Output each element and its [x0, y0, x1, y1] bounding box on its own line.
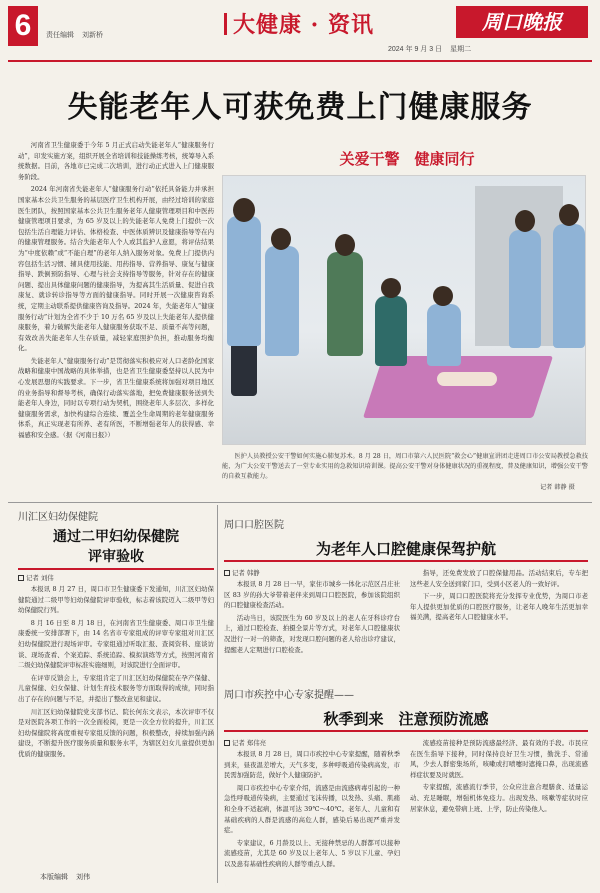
hospital-title-line1: 通过二甲妇幼保健院 — [53, 529, 179, 545]
hospital-paragraph: 在评审反馈会上，专家组肯定了川汇区妇幼保健院在孕产保健、儿童保健、妇女保健、计划生育技术服务等方面取得的成绩，同时指出了存在的问题与不足，并提出了整改意见和建议。 — [18, 673, 214, 703]
cdc-article-body-right — [410, 738, 588, 816]
cdc-title-rule — [224, 730, 588, 732]
byline-box — [224, 740, 230, 746]
footer-editor-credit — [40, 872, 98, 882]
issue-date — [380, 44, 471, 54]
cdc-byline — [224, 738, 266, 747]
cdc-paragraph: 流感疫苗接种是预防流感最经济、最有效的手段。市民应在医生指导下接种，同时保持良好卫生习惯，勤洗手、常通风，少去人群密集场所，咳嗽或打喷嚏时遮掩口鼻，出现流感样症状要及时就医。 — [410, 739, 588, 779]
hospital-title-line2: 评审验收 — [88, 549, 144, 565]
hospital-paragraph: 川汇区妇幼保健院党支部书记、院长何东文表示，本次评审不仅是对医院各项工作的一次全面检阅，更是一次全方位的提升，川汇区妇幼保健院将高度重视专家组反馈的问题，积极整改，持续加强内涵建设，不断提升医疗服务质量和服务水平，为辖区妇女儿童提供更加优质的健康服务。 — [18, 707, 214, 758]
main-article-body — [18, 140, 214, 443]
cdc-byline-text: 记者 郑伟亮 — [232, 739, 266, 747]
photo-person — [427, 304, 461, 366]
dental-article-body-left — [224, 579, 400, 657]
photo-head — [271, 228, 291, 250]
hospital-byline — [18, 573, 54, 582]
weekday-text: 星期二 — [450, 46, 472, 53]
section-title-text: 大健康 · 资讯 — [233, 12, 374, 38]
dental-paragraph: 指导，还免费发放了口腔保健用品。活动结束后，专车把这些老人安全送到家门口，受到小区老人的一致好评。 — [410, 569, 588, 588]
photo-head — [381, 278, 401, 298]
photo-head — [233, 198, 255, 222]
hospital-paragraph: 8 月 16 日至 8 月 18 日，在河南省卫生健康委、周口市卫生健康委统一安排部署下，由 14 名省市专家组成的评审专家组对川汇区妇幼保健院进行现场评审。专家组通过听取汇报、查阅资料、座谈访谈、现场查看、个案追踪、系统追踪、模拟演练等方式，按照河南省二级妇幼保健院评审标准实施细则，对该院进行全面评审。 — [18, 618, 214, 670]
dental-article-body-right — [410, 568, 588, 625]
hospital-article-body — [18, 584, 214, 762]
footer-editor-name: 刘伟 — [76, 874, 90, 881]
dental-title-rule — [224, 560, 588, 562]
dental-paragraph: 本报讯 8 月 28 日一早，家住市城乡一体化示范区吕庄社区 83 岁的孙大爷带着老伴来到周口口腔医院，参加该院组织的口腔健康检查活动。 — [224, 580, 400, 610]
cdc-paragraph: 本报讯 8 月 28 日，周口市疾控中心专家提醒，随着秋季到来，昼夜温差增大，天气多变，多种呼吸道传染病高发，市民需加强防范，做好个人健康防护。 — [224, 750, 400, 780]
dental-byline — [224, 568, 260, 577]
cdc-paragraph: 专家建议，6 月龄及以上、无接种禁忌的人群都可以接种流感疫苗，尤其是 60 岁及以上老年人、5 岁以下儿童、孕妇以及患有基础性疾病的人群等重点人群。 — [224, 838, 400, 868]
photo-head — [559, 204, 579, 226]
photo-person — [227, 216, 261, 346]
section-bar — [224, 13, 227, 35]
photo-head — [335, 234, 355, 256]
masthead — [0, 0, 600, 70]
newspaper-logo: 周口晚报 — [456, 6, 588, 38]
cdc-article-body-left — [224, 749, 400, 872]
date-text: 2024 年 9 月 3 日 — [388, 46, 443, 53]
photo-caption: 医护人员教授公安干警如何实施心肺复苏术。8 月 28 日，周口市第六人民医院“救会心”健康宣讲团走进周口市公安局教授急救技能，为广大公安干警送去了一堂专业实用的急救知识培训课。提高公安干警对身体健康状况的重视程度，普及健康知识，增强公安干警的自救互救能力。 — [222, 453, 588, 480]
photo-person — [509, 230, 541, 348]
dental-paragraph: 下一步，周口口腔医院将充分发挥专业优势，为周口市老年人提供更加优质的口腔医疗服务，让老年人晚年生活更加幸福美满，提高老年人口腔健康水平。 — [410, 592, 588, 622]
cpr-dummy — [437, 372, 497, 386]
photo-person — [265, 246, 299, 356]
hospital-title-rule — [18, 568, 214, 570]
photo-story-title: 关爱干警 健康同行 — [339, 150, 475, 168]
main-paragraph: 河南省卫生健康委于今年 5 月正式启动失能老年人“健康服务行动”，印发实施方案，组织开展全省培训和技能操练考核，统筹导入系统数据。目前，各地市已完成二次培训，进行动正式进入上门健康服务阶段。 — [18, 141, 214, 181]
section-divider — [8, 502, 592, 503]
column-divider — [217, 505, 218, 883]
section-title — [224, 8, 374, 39]
cpr-training-photo — [222, 175, 586, 445]
hospital-byline-text: 记者 刘伟 — [26, 574, 54, 582]
dental-byline-text: 记者 韩静 — [232, 569, 260, 577]
hospital-paragraph: 本报讯 8 月 27 日，周口市卫生健康委下发通知，川汇区妇幼保健院通过二级甲等妇幼保健院评审验收，标志着该院迈入二级甲等妇幼保健院行列。 — [18, 585, 214, 615]
editor-label: 责任编辑 — [46, 32, 74, 39]
editor-credit — [46, 30, 111, 40]
byline-box — [224, 570, 230, 576]
main-paragraph: 2024 年河南省失能老年人“健康服务行动”依托具备能力并承担国家基本公共卫生服务的基层医疗卫生机构开展，由经过培训的家庭医生团队，按照国家基本公共卫生服务老年人健康管理项目和中医药健康管理项目要求，为 65 岁及以上的失能老年人免费上门提供一次包括生活自理能力评估、体格检查、中医体质辨识及健康指导等在内的健康管理服务。结合失能老年人个人或其监护人意愿，将评估结果为“中度依赖”或“不能自理”的老年人纳入服务对象。免费上门提供内容包括生活习惯、辅具使用技能、用药指导、营养指导、康复与健康指导、跌倒预防指导、心理与社会支持指导等服务，针对存在的健康问题、提出具体健康问题的健康指导，为提高其生活质量、促进自我康复、就诊转诊指导等方面的健康指导。同时开展一次健康咨询系统，定期主动联系提供健康咨询及指导。2024 年，失能老年人“健康服务行动”计划为全省不少于 10 万名 65 岁及以上失能老年人提供健康服务，着力破解失能老年人健康服务获取不足、质量不高等问题，有效改善失能老年人生存质量，减轻家庭照护负担，推动服务均衡化。 — [18, 185, 214, 353]
photo-person — [327, 252, 363, 356]
cdc-title: 秋季到来 注意预防流感 — [323, 710, 489, 728]
photo-head — [515, 210, 535, 232]
photo-head — [433, 286, 453, 306]
footer-editor-label: 本版编辑 — [40, 874, 68, 881]
photo-credit: 记者 韩静 摄 — [540, 484, 575, 491]
page-number: 6 — [8, 6, 38, 46]
dental-paragraph: 活动当日，该院医生为 60 岁及以上的老人在牙科诊疗台上，通过口腔检查、拍摄全景片等方式，对老年人口腔健康状况进行一对一的筛查，对发现口腔问题的老人给出诊疗建议，提醒老人定期进行口腔检查。 — [224, 613, 400, 654]
cdc-org: 周口市疾控中心专家提醒—— — [224, 690, 354, 701]
cdc-paragraph: 专家提醒，流感流行季节，公众应注意合理膳食、适量运动、充足睡眠，增强机体免疫力。出现发热、咳嗽等症状时应居家休息，避免带病上班、上学，防止传染他人。 — [410, 783, 588, 813]
cdc-paragraph: 周口市疾控中心专家介绍，流感是由流感病毒引起的一种急性呼吸道传染病，主要通过飞沫传播，以发热、头痛、肌痛和全身不适起病，体温可达 39℃～40℃。老年人、儿童和有基础疾病的人群是流感的高危人群，感染后易出现严重并发症。 — [224, 783, 400, 835]
dental-title: 为老年人口腔健康保驾护航 — [315, 540, 496, 558]
masthead-divider — [8, 60, 592, 62]
dental-org: 周口口腔医院 — [224, 520, 284, 531]
photo-person — [553, 224, 585, 348]
byline-box — [18, 575, 24, 581]
photo-person — [375, 296, 407, 366]
main-headline: 失能老年人可获免费上门健康服务 — [67, 90, 533, 125]
editor-name: 刘新桥 — [82, 32, 103, 39]
hospital-org: 川汇区妇幼保健院 — [18, 512, 98, 523]
main-paragraph: 失能老年人“健康服务行动”是贯彻落实积极应对人口老龄化国家战略和健康中国战略的具体举措，也是省卫生健康委坚持以人民为中心发展思想的实践要求。下一步，省卫生健康系统将加强对项目地区的业务指导和督导考核，确保行动落实落地，把免费健康服务送到失能老年人身边，同时以专项行动为契机，围绕老年人多层次、多样化健康服务需求，加快构建综合连续、覆盖全生命周期的老年健康服务体系，真正实现老有所养、老有所医，不断增强老年人的获得感、幸福感和安全感。（据《河南日报》） — [18, 356, 214, 440]
